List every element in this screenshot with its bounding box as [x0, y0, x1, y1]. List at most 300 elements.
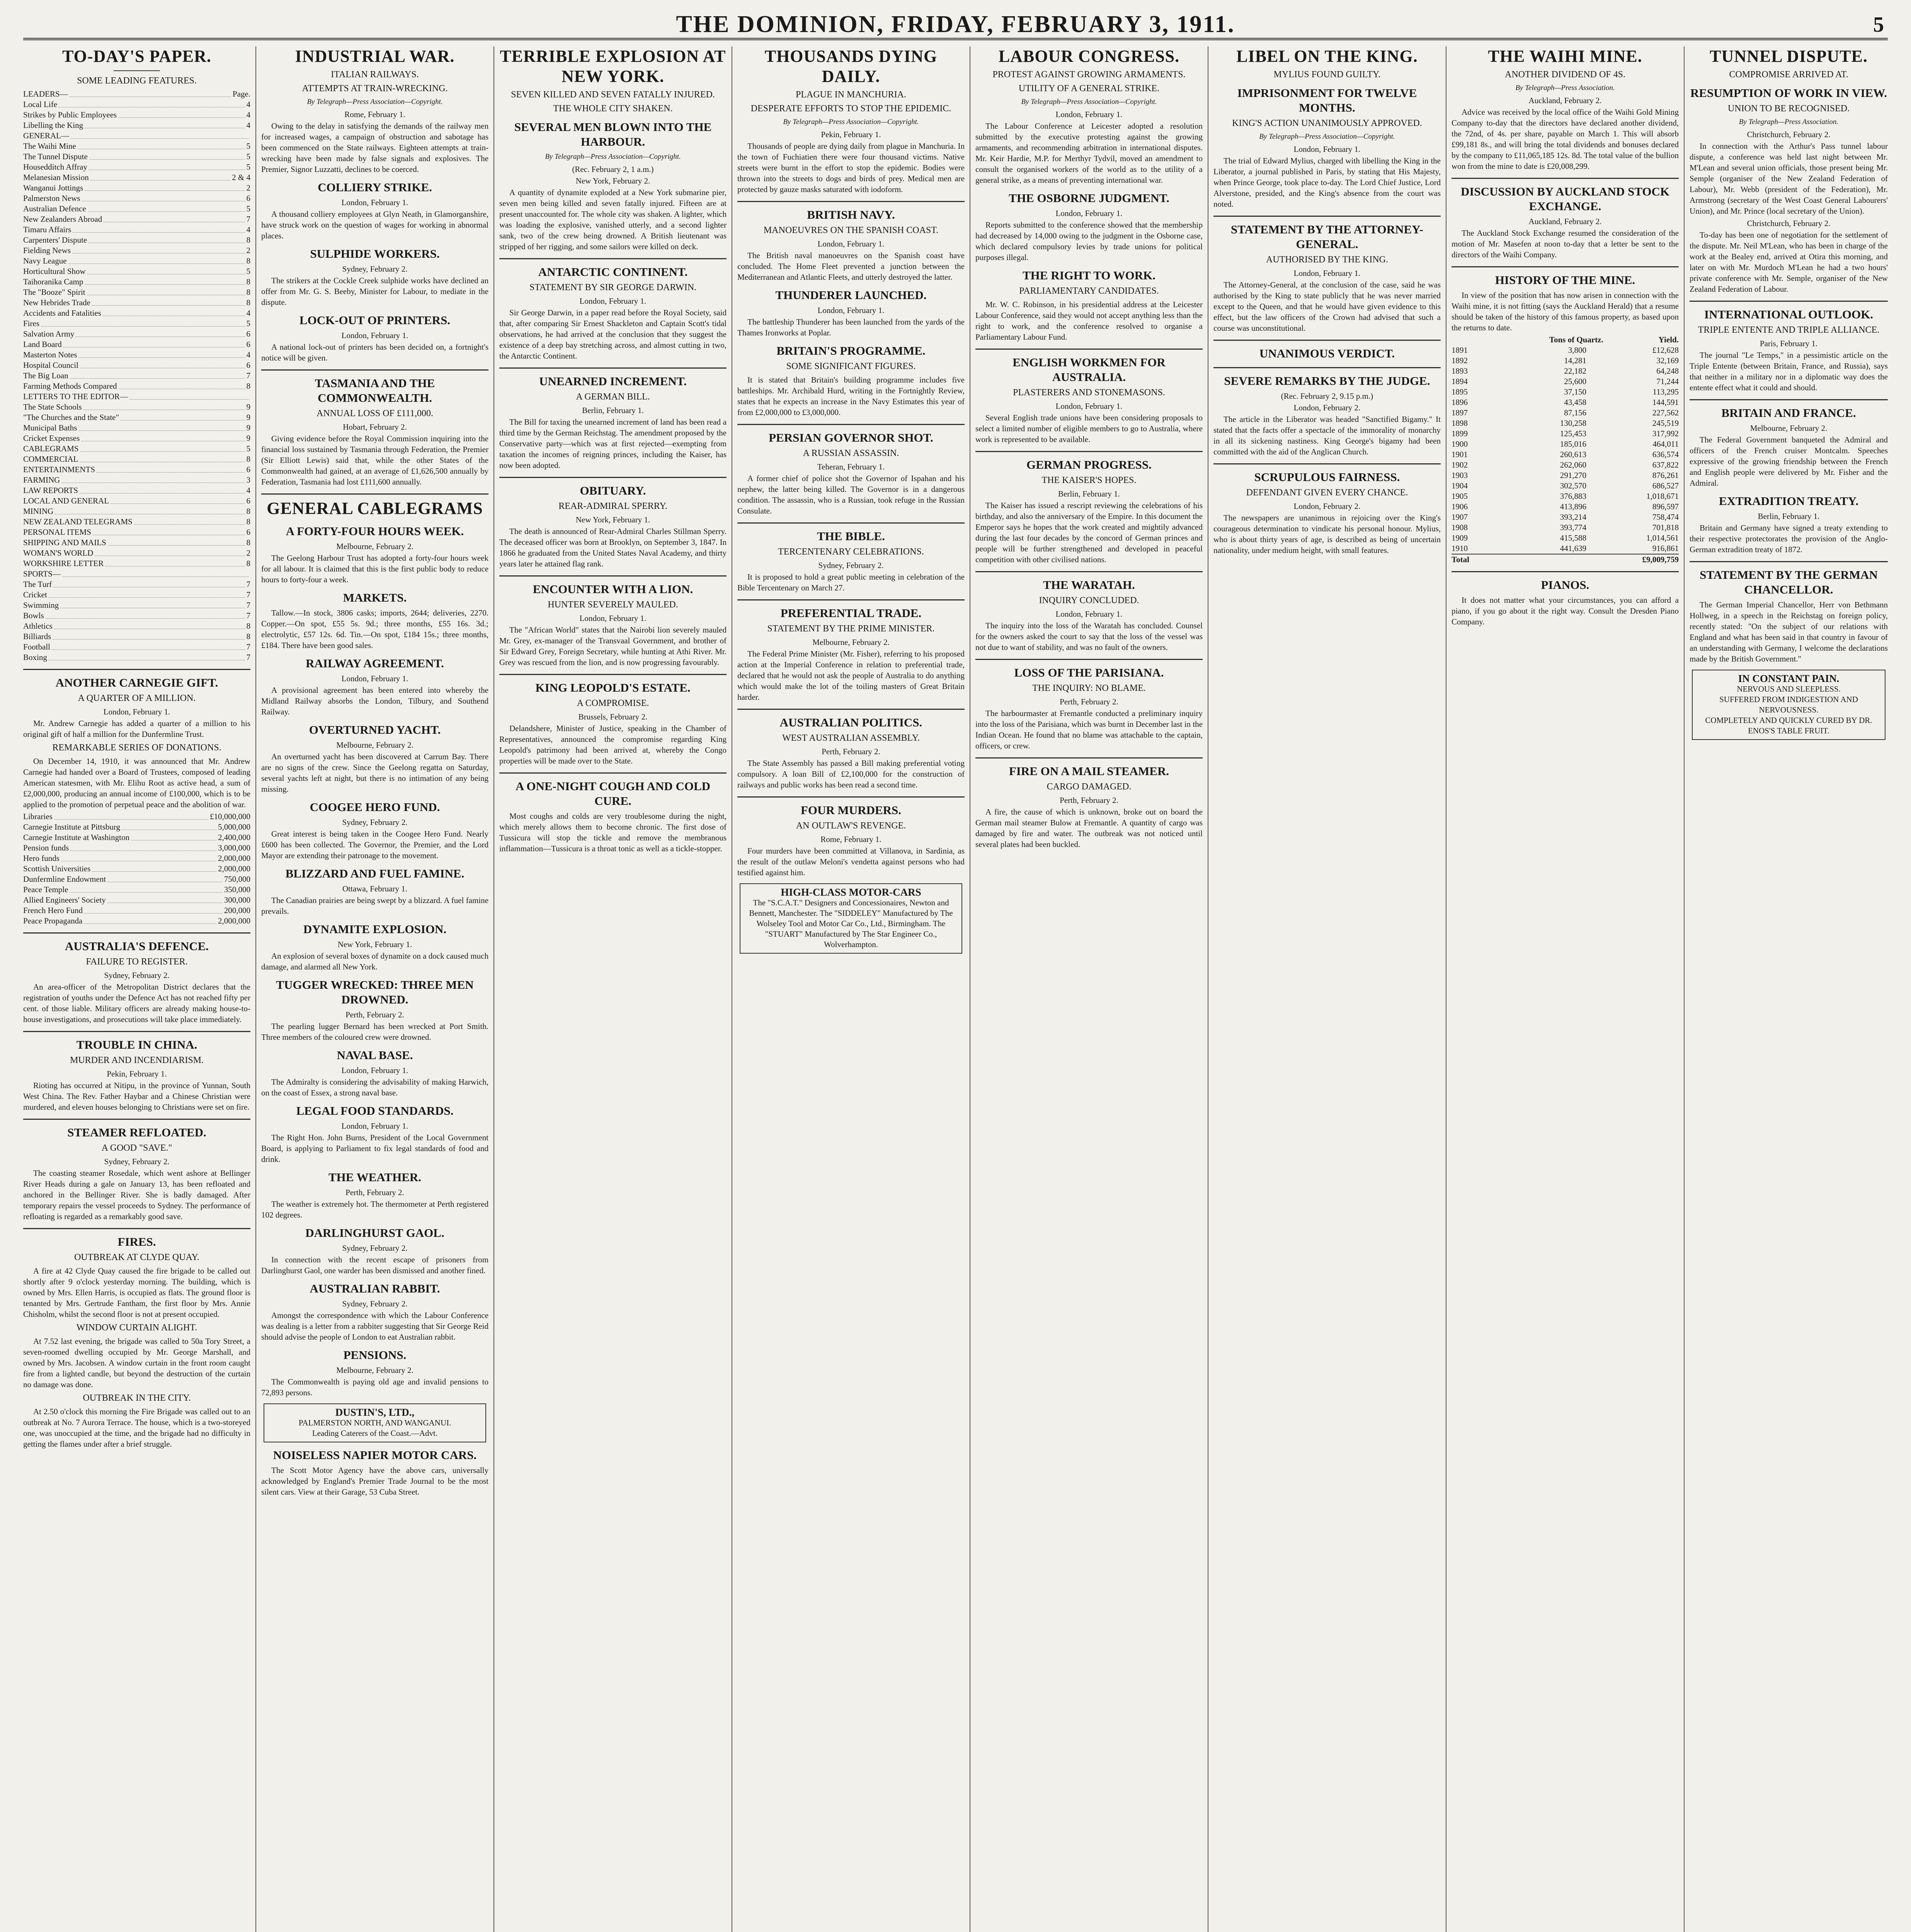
donation-row-label: Carnegie Institute at Pittsburg — [23, 822, 120, 832]
article-text: Four murders have been committed at Villanova, in Sardinia, as the result of the outlaw Meloni's vendetta against persons who had testified against him. — [737, 846, 965, 877]
article-text: In connection with the recent escape of prisoners from Darlinghurst Gaol, one warder has been dismissed and another fined. — [261, 1255, 488, 1275]
contents-row — [23, 412, 250, 423]
contents-row-label: Salvation Army — [23, 329, 75, 338]
article-heading: TUGGER WRECKED: THREE MEN DROWNED. — [276, 978, 474, 1006]
contents-row-value: 8 — [246, 381, 250, 391]
article-heading: OBITUARY. — [580, 484, 646, 497]
mine-table-total — [1452, 554, 1679, 565]
contents-row-value: 5 — [246, 444, 250, 453]
contents-row-label: LAW REPORTS — [23, 486, 78, 495]
mine-table-row — [1452, 345, 1679, 355]
mine-yield: 876,261 — [1652, 471, 1679, 480]
article-text: Delandshere, Minister of Justice, speaking in the Chamber of Representatives, announced the compromise regarding King Leopold's patrimony had been arrived at, whereby the Congo properties will be made over to the State. — [499, 724, 727, 765]
dateline: Berlin, February 1. — [1758, 512, 1820, 521]
article-heading: AUSTRALIA'S DEFENCE. — [65, 939, 209, 953]
donation-row — [23, 874, 250, 884]
mine-year: 1898 — [1452, 418, 1468, 428]
contents-row — [23, 245, 250, 256]
article-text: Owing to the delay in satisfying the demands of the railway men for increased wages, a campaign of obstruction and sabotage has been commenced on the State railways. Eighteen attempts at train-wrecking have been made by false signals and explosives. The Premier, Signor Luzzatti, declines to be coerced. — [261, 121, 488, 174]
mine-yield: 317,992 — [1652, 429, 1679, 438]
dateline: Melbourne, February 2. — [1750, 423, 1828, 433]
donation-row — [23, 864, 250, 874]
mine-year: 1901 — [1452, 450, 1468, 459]
contents-row-label: LEADERS— — [23, 89, 68, 99]
mine-tons: 130,258 — [1560, 418, 1586, 428]
contents-row-label: Fires — [23, 319, 39, 328]
contents-row-label: LETTERS TO THE EDITOR— — [23, 392, 128, 401]
contents-row-label: The Tunnel Dispute — [23, 152, 88, 161]
contents-row — [23, 183, 250, 193]
dateline: Sydney, February 2. — [342, 1299, 408, 1308]
mine-year: 1905 — [1452, 492, 1468, 501]
article-heading: AUSTRALIAN RABBIT. — [310, 1282, 440, 1295]
article-subheading: MURDER AND INCENDIARISM. — [70, 1055, 204, 1065]
mine-yield: 245,519 — [1652, 418, 1679, 428]
contents-row-value: 8 — [246, 507, 250, 516]
mine-year: 1902 — [1452, 460, 1468, 469]
ad-line: PALMERSTON NORTH, AND WANGANUI. — [298, 1418, 451, 1427]
article-heading: AUSTRALIAN POLITICS. — [779, 716, 922, 729]
total-value: £9,009,759 — [1642, 555, 1679, 564]
article-heading: LOCK-OUT OF PRINTERS. — [299, 313, 451, 327]
donation-row-value: 350,000 — [224, 885, 250, 894]
column-2 — [261, 46, 488, 1932]
contents-row-value: 6 — [246, 527, 250, 537]
donation-row-value: 5,000,000 — [218, 822, 250, 832]
section-heading: TO-DAY'S PAPER. — [62, 47, 211, 66]
article-text: Amongst the correspondence with which the Labour Conference was dealing is a letter from a rabbiter suggesting that Sir George Reid should advise the people of London to eat Australian rabbit. — [261, 1311, 488, 1342]
donation-row-value: 200,000 — [224, 906, 250, 915]
contents-row — [23, 318, 250, 329]
article-text: The Scott Motor Agency have the above cars, universally acknowledged by England's Premier Trade Journal to be the most silent cars. View at their Garage, 53 Cuba Street. — [261, 1466, 488, 1497]
article-text: It is proposed to hold a great public meeting in celebration of the Bible Tercentenary on March 27. — [737, 572, 965, 592]
contents-row-label: New Hebrides Trade — [23, 298, 90, 307]
contents-row-label: Cricket — [23, 590, 47, 599]
article-text: A fire at 42 Clyde Quay caused the fire brigade to be called out shortly after 9 o'clock yesterday morning. The building, which is owned by Mrs. Ellen Harris, is occupied as flats. The ground floor is tenanted by Mrs. Gertrude Fantham, the first floor by Mrs. Annie Chisholm, whilst the second floor is not at present occupied. — [23, 1266, 250, 1319]
byline: By Telegraph—Press Association—Copyright. — [307, 98, 443, 106]
mine-yield: 686,527 — [1652, 481, 1679, 490]
article-text: The article in the Liberator was headed "Sanctified Bigamy." It stated that the facts offer a spectacle of the immorality of monarchy in all its sickening nastiness. King George's bigamy had been committed with the aid of the Anglican Church. — [1213, 415, 1441, 456]
dateline: Melbourne, February 2. — [336, 740, 414, 750]
article-heading: TASMANIA AND THE COMMONWEALTH. — [315, 376, 435, 405]
contents-row — [23, 527, 250, 537]
contents-row — [23, 496, 250, 506]
article-subheading: A QUARTER OF A MILLION. — [78, 693, 196, 703]
ad-title: HIGH-CLASS MOTOR-CARS — [781, 886, 921, 898]
article-heading: A ONE-NIGHT COUGH AND COLD CURE. — [515, 779, 711, 808]
contents-row-value: 4 — [246, 308, 250, 318]
mine-yield: 144,591 — [1652, 398, 1679, 407]
article-text: The German Imperial Chancellor, Herr von Bethmann Hollweg, in a speech in the Reichstag on foreign policy, recently stated: "On the subject of our relations with England and what has been said in that country in favour of an understanding with Germany, I welcome the declarations made by the British Government." — [1690, 600, 1888, 663]
mine-yield: 1,014,561 — [1646, 533, 1679, 543]
contents-row-label: MINING — [23, 507, 54, 516]
mine-table-row — [1452, 481, 1679, 491]
contents-row-value: 2 — [246, 548, 250, 558]
contents-row-value: 6 — [246, 465, 250, 474]
dateline: Sydney, February 2. — [818, 561, 884, 570]
article-text: The death is announced of Rear-Admiral Charles Stillman Sperry. The deceased officer was born at Brooklyn, on September 3, 1847. In 1866 he graduated from the United States Naval Academy, and thirty years later he attained flag rank. — [499, 527, 727, 568]
contents-row-value: 5 — [246, 152, 250, 161]
column-5 — [975, 46, 1203, 1932]
contents-row-value: 4 — [246, 121, 250, 130]
contents-row-value: 7 — [246, 590, 250, 599]
byline: By Telegraph—Press Association—Copyright. — [545, 153, 681, 161]
article-text: The strikers at the Cockle Creek sulphide works have declined an offer from Mr. G. S. Beeby, Minister for Labour, to mediate in the dispute. — [261, 276, 488, 307]
article-heading: IMPRISONMENT FOR TWELVE MONTHS. — [1237, 86, 1417, 114]
contents-row-value: 2 — [246, 246, 250, 255]
contents-row-label: WOMAN'S WORLD — [23, 548, 94, 558]
article-subheading: TRIPLE ENTENTE AND TRIPLE ALLIANCE. — [1698, 325, 1880, 335]
byline: By Telegraph—Press Association—Copyright. — [1259, 133, 1395, 141]
donation-row-value: 2,000,000 — [218, 854, 250, 863]
article-subheading: REMARKABLE SERIES OF DONATIONS. — [52, 743, 221, 753]
dateline: Sydney, February 2. — [342, 264, 408, 274]
contents-row — [23, 611, 250, 621]
donation-row-label: Pension funds — [23, 843, 69, 852]
dateline: Pekin, February 1. — [107, 1069, 167, 1078]
ad-title: IN CONSTANT PAIN. — [1738, 673, 1840, 684]
contents-row-value: 9 — [246, 434, 250, 443]
mine-table-row — [1452, 376, 1679, 387]
mine-tons: 14,281 — [1564, 356, 1586, 365]
dateline: Perth, February 2. — [1060, 796, 1118, 805]
article-heading: FOUR MURDERS. — [800, 803, 902, 817]
dateline: London, February 1. — [579, 614, 647, 623]
article-subheading: A COMPROMISE. — [577, 698, 649, 708]
article-heading: COOGEE HERO FUND. — [310, 800, 440, 814]
article-text: Mr. Andrew Carnegie has added a quarter of a million to his original gift of half a million for the Dunfermline Trust. — [23, 719, 250, 739]
donations-table — [23, 811, 250, 926]
contents-row-value: 8 — [246, 256, 250, 265]
dateline: Brussels, February 2. — [578, 712, 648, 721]
contents-row-value: 6 — [246, 194, 250, 203]
article-text: The Commonwealth is paying old age and invalid pensions to 72,893 persons. — [261, 1377, 488, 1397]
article-text: A fire, the cause of which is unknown, broke out on board the German mail steamer Bulow at Fremantle. A quantity of cargo was damaged by fire and water. The outbreak was not noticed until several plates had been buckled. — [975, 807, 1203, 849]
ad-line: The "S.C.A.T." Designers and Concessionaires, Newton and Bennett, Manchester. The "SIDDELEY" Manufactured by The Wolseley Tool and Motor Car Co., Ltd., Birmingham. The "STUART" Manufactured by The Star Engineer Co., Wolverhampton. — [749, 898, 953, 949]
article-subheading: REAR-ADMIRAL SPERRY. — [558, 501, 667, 511]
article-text: Rioting has occurred at Nitipu, in the province of Yunnan, South West China. The Rev. Father Haybar and a Chinese Christian were murdered, and eleven houses belonging to Christians were set on fire. — [23, 1081, 250, 1112]
contents-row-value: 4 — [246, 486, 250, 495]
article-text: The battleship Thunderer has been launched from the yards of the Thames Ironworks at Poplar. — [737, 317, 965, 337]
article-text: The British naval manoeuvres on the Spanish coast have concluded. The Home Fleet prevented a junction between the Mediterranean and Atlantic Fleets, and utterly destroyed the latter. — [737, 251, 965, 282]
mine-tons: 376,883 — [1560, 492, 1586, 501]
mine-tons: 441,639 — [1560, 544, 1586, 553]
contents-row-value: 8 — [246, 287, 250, 297]
donation-row — [23, 832, 250, 843]
contents-row-label: Swimming — [23, 600, 59, 610]
byline: By Telegraph—Press Association. — [1739, 118, 1839, 126]
contents-row-label: Football — [23, 642, 51, 651]
dateline: London, February 2. — [1293, 502, 1361, 511]
dateline: Rome, February 1. — [820, 835, 881, 844]
dateline: Teheran, February 1. — [817, 462, 885, 471]
article-text: The coasting steamer Rosedale, which went ashore at Bellinger River Heads during a gale on January 13, has been refloated and anchored in the Bellinger River. She is badly damaged. After temporary repairs the vessel proceeds to Sydney. The performance of refloating is regarded as a remarkably good save. — [23, 1168, 250, 1221]
mine-tons: 413,896 — [1560, 502, 1586, 511]
mine-table-row — [1452, 543, 1679, 554]
article-subheading: THE WHOLE CITY SHAKEN. — [553, 104, 673, 114]
donation-row-label: Allied Engineers' Society — [23, 895, 106, 905]
mine-tons: 37,150 — [1564, 387, 1586, 396]
section-heading: TUNNEL DISPUTE. — [1710, 47, 1868, 66]
article-text: The Canadian prairies are being swept by a blizzard. A fuel famine prevails. — [261, 896, 488, 916]
contents-row-value: 6 — [246, 329, 250, 338]
article-text: A former chief of police shot the Governor of Ispahan and his nephew, the latter being killed. The Governor is in a dangerous condition. The assassin, who is a Russian, took refuge in the Russian Consulate. — [737, 474, 965, 515]
mine-yield: 1,018,671 — [1646, 492, 1679, 501]
article-text: The Geelong Harbour Trust has adopted a forty-four hours week for all labour. It is claimed that this is the first public body to reduce hours to forty-four a week. — [261, 553, 488, 584]
article-subheading: SOME SIGNIFICANT FIGURES. — [786, 361, 916, 371]
dateline: London, February 1. — [579, 296, 647, 306]
article-text: The Admiralty is considering the advisability of making Harwich, on the coast of Essex, a strong naval base. — [261, 1077, 488, 1097]
contents-row-label: "The Churches and the State" — [23, 413, 119, 422]
donation-row — [23, 884, 250, 895]
contents-row — [23, 381, 250, 391]
contents-row — [23, 162, 250, 172]
donation-row-value: 2,000,000 — [218, 916, 250, 925]
article-subheading: PLASTERERS AND STONEMASONS. — [1013, 388, 1165, 398]
dateline: Melbourne, February 2. — [336, 542, 414, 551]
contents-row-value: 5 — [246, 204, 250, 213]
article-heading: A FORTY-FOUR HOURS WEEK. — [286, 524, 464, 538]
article-heading: PENSIONS. — [343, 1348, 407, 1362]
column-6 — [1213, 46, 1441, 1932]
article-text: On December 14, 1910, it was announced that Mr. Andrew Carnegie had handed over a Board of Trustees, composed of leading American statesmen, with Mr. Elihu Root as active head, a sum of £2,000,000, producing an annual income of £100,000, which is to be applied to the promotion of perpetual peace and the abolition of war. — [23, 757, 250, 809]
mine-tons: 25,600 — [1564, 377, 1586, 386]
contents-row — [23, 350, 250, 360]
article-heading: DARLINGHURST GAOL. — [305, 1226, 444, 1240]
contents-row-value: 6 — [246, 340, 250, 349]
article-heading: NAVAL BASE. — [337, 1048, 413, 1062]
article-subheading: ATTEMPTS AT TRAIN-WRECKING. — [302, 83, 448, 94]
contents-row-label: Athletics — [23, 621, 53, 631]
mine-year: 1904 — [1452, 481, 1468, 490]
contents-row — [23, 298, 250, 308]
donation-row-label: Scottish Universities — [23, 864, 91, 873]
article-text: The Auckland Stock Exchange resumed the consideration of the motion of Mr. Masefen at noon to-day that a letter be sent to the directors of the Waihi Company. — [1452, 228, 1679, 259]
dateline: Melbourne, February 2. — [812, 638, 890, 647]
article-text: Several English trade unions have been considering proposals to select a limited number of eligible members to go to Australia, where work is represented to be available. — [975, 413, 1203, 444]
contents-row-label: Melanesian Mission — [23, 173, 89, 182]
article-heading: THE OSBORNE JUDGMENT. — [1009, 191, 1169, 205]
contents-row — [23, 110, 250, 120]
contents-row — [23, 590, 250, 600]
contents-row-label: Masterton Notes — [23, 350, 77, 359]
mine-table-row — [1452, 491, 1679, 502]
article-heading: STATEMENT BY THE GERMAN CHANCELLOR. — [1700, 568, 1878, 596]
mine-table-row — [1452, 429, 1679, 439]
article-text: To-day has been one of negotiation for the settlement of the dispute. Mr. Neil M'Lean, who has been in charge of the work at the Bealey end, arrived at Otira this morning, and later on with Mr. Murdoch M'Lean he had a two hours' private conference with Mr. Semple, organiser of the New Zealand Federation of Labour. — [1690, 230, 1888, 294]
article-text: The Federal Government banqueted the Admiral and officers of the French cruiser Montcalm. Speeches expressive of the growing friendship between the French and English people were delivered by Mr. Fisher and the Admiral. — [1690, 435, 1888, 488]
contents-row-label: Accidents and Fatalities — [23, 308, 101, 318]
contents-row-label: CABLEGRAMS — [23, 444, 79, 453]
contents-row-value: 7 — [246, 600, 250, 610]
contents-row — [23, 600, 250, 611]
mine-yield: 71,244 — [1656, 377, 1679, 386]
contents-row-label: Palmerston News — [23, 194, 80, 203]
section-heading: GENERAL CABLEGRAMS — [267, 499, 483, 518]
contents-row — [23, 151, 250, 162]
contents-row — [23, 423, 250, 433]
contents-row-value: 8 — [246, 632, 250, 641]
dateline: London, February 2. — [1293, 403, 1361, 412]
contents-row — [23, 256, 250, 266]
donation-row-label: Peace Propaganda — [23, 916, 83, 925]
article-heading: MARKETS. — [343, 591, 407, 604]
contents-row-value: 8 — [246, 235, 250, 245]
contents-row-label: LOCAL AND GENERAL — [23, 496, 109, 505]
dateline: London, February 1. — [817, 239, 885, 248]
dateline: Rome, February 1. — [344, 110, 405, 119]
contents-row-label: Taihoranika Camp — [23, 277, 83, 286]
article-heading: RESUMPTION OF WORK IN VIEW. — [1690, 86, 1887, 100]
article-heading: PERSIAN GOVERNOR SHOT. — [769, 431, 933, 444]
dateline: London, February 1. — [1055, 209, 1123, 218]
mine-yield: 916,861 — [1652, 544, 1679, 553]
donation-row-value: £10,000,000 — [210, 812, 250, 821]
article-heading: SULPHIDE WORKERS. — [310, 247, 440, 260]
article-text: The State Assembly has passed a Bill making preferential voting compulsory. A loan Bill of £2,100,000 for the construction of railways and public works has been read a second time. — [737, 759, 965, 789]
article-heading: DISCUSSION BY AUCKLAND STOCK EXCHANGE. — [1460, 185, 1670, 213]
contents-row-label: Land Board — [23, 340, 62, 349]
article-heading: EXTRADITION TREATY. — [1719, 494, 1859, 508]
contents-row-label: FARMING — [23, 475, 60, 485]
contents-row-value: 4 — [246, 350, 250, 359]
donation-row — [23, 843, 250, 853]
article-heading: UNEARNED INCREMENT. — [539, 374, 687, 388]
donation-row — [23, 822, 250, 832]
article-text: Tallow.—In stock, 3806 casks; imports, 2644; deliveries, 2270. Copper.—On spot, £55 5s. 9d.; three months, £55 16s. 3d.; electrolytic, £57 12s. 6d. Tin.—On spot, £184 15s.; three months, £184. There have been good sales. — [261, 608, 488, 650]
mine-yield: 758,474 — [1652, 512, 1679, 522]
article-subheading: ANNUAL LOSS OF £111,000. — [316, 408, 433, 418]
contents-row-value: 5 — [246, 319, 250, 328]
contents-row-label: GENERAL— — [23, 131, 69, 140]
contents-row-value: 8 — [246, 538, 250, 547]
article-text: The "African World" states that the Nairobi lion severely mauled Mr. Grey, ex-manager of the Transvaal Government, and brother of Sir Edward Grey, Foreign Secretary, while hunting at Athi River. Mr. Grey was rescued from the lion, and is now progressing favourably. — [499, 625, 727, 667]
dateline: Sydney, February 2. — [104, 971, 170, 980]
mine-year: 1891 — [1452, 345, 1468, 355]
contents-row — [23, 464, 250, 475]
received-line: (Rec. February 2, 1 a.m.) — [572, 165, 654, 174]
article-text: The pearling lugger Bernard has been wrecked at Port Smith. Three members of the coloured crew were drowned. — [261, 1022, 488, 1042]
section-heading: THE WAIHI MINE. — [1488, 47, 1642, 66]
mine-table-row — [1452, 533, 1679, 543]
contents-row-label: The State Schools — [23, 402, 82, 412]
contents-row — [23, 621, 250, 631]
dateline: Paris, February 1. — [1760, 339, 1818, 348]
contents-row-label: The Big Loan — [23, 371, 68, 380]
dateline: London, February 1. — [1293, 269, 1361, 278]
article-text: The harbourmaster at Fremantle conducted a preliminary inquiry into the loss of the Parisiana, which was burnt in December last in the Indian Ocean. He found that no blame was attachable to the captain, officers, or crew. — [975, 709, 1203, 750]
contents-row-value: 9 — [246, 402, 250, 412]
contents-row-label: Cricket Expenses — [23, 434, 80, 443]
contents-row-value: 7 — [246, 642, 250, 651]
donation-row — [23, 811, 250, 822]
contents-row-label: The Turf — [23, 580, 52, 589]
contents-row — [23, 214, 250, 224]
article-subheading: MYLIUS FOUND GUILTY. — [1273, 70, 1381, 80]
donation-row-label: Carnegie Institute at Washington — [23, 833, 129, 842]
contents-row — [23, 329, 250, 339]
article-heading: GERMAN PROGRESS. — [1026, 458, 1152, 471]
article-subheading: ITALIAN RAILWAYS. — [331, 70, 419, 80]
contents-row-label: Fielding News — [23, 246, 71, 255]
contents-row — [23, 569, 250, 579]
article-text: Reports submitted to the conference showed that the membership had decreased by 14,000 owing to the judgment in the Osborne case, which declared compulsory levies by trade unions for political purposes illegal. — [975, 220, 1203, 262]
article-heading: PREFERENTIAL TRADE. — [780, 606, 922, 620]
contents-row — [23, 89, 250, 99]
article-heading: FIRES. — [117, 1235, 156, 1248]
contents-row-value: 8 — [246, 298, 250, 307]
mine-year: 1908 — [1452, 523, 1468, 532]
byline: By Telegraph—Press Association. — [1515, 84, 1615, 92]
article-heading: KING LEOPOLD'S ESTATE. — [535, 681, 691, 694]
column-3 — [499, 46, 727, 1932]
article-heading: SCRUPULOUS FAIRNESS. — [1254, 470, 1400, 484]
contents-row-label: New Zealanders Abroad — [23, 214, 102, 224]
dateline: London, February 1. — [341, 198, 408, 207]
article-text: At 7.52 last evening, the brigade was called to 50a Tory Street, a seven-roomed dwelling occupied by Mr. George Marshall, and owned by Mrs. Jacobsen. A window curtain in the front room caught fire from a lighted candle, but beyond the destruction of the curtain no damage was done. — [23, 1337, 250, 1389]
article-heading: HISTORY OF THE MINE. — [1495, 273, 1635, 287]
article-text: A thousand colliery employees at Glyn Neath, in Glamorganshire, have struck work on the question of wages for working in abnormal places. — [261, 209, 488, 240]
donation-row-label: French Hero Fund — [23, 906, 83, 915]
mine-table-header — [1452, 335, 1679, 345]
article-heading: ENCOUNTER WITH A LION. — [533, 582, 693, 596]
mine-year: 1894 — [1452, 377, 1468, 386]
section-heading: INDUSTRIAL WAR. — [295, 47, 455, 66]
dateline: Perth, February 2. — [345, 1188, 404, 1197]
article-heading: BRITAIN AND FRANCE. — [1721, 406, 1856, 420]
ad-line: COMPLETELY AND QUICKLY CURED BY DR. ENOS'S TABLE FRUIT. — [1705, 716, 1872, 735]
article-heading: COLLIERY STRIKE. — [318, 180, 432, 194]
dateline: Perth, February 2. — [822, 747, 880, 756]
byline: By Telegraph—Press Association—Copyright. — [1021, 98, 1157, 106]
masthead — [23, 11, 1888, 40]
article-text: The journal "Le Temps," in a pessimistic article on the Triple Entente (between Britain, France, and Russia), says that neither in a military nor in a diplomatic way does the entente effect what it could and should. — [1690, 350, 1888, 392]
column-8 — [1690, 46, 1888, 1932]
mine-table-row — [1452, 470, 1679, 481]
article-subheading: AUTHORISED BY THE KING. — [1266, 255, 1388, 265]
mine-table-row — [1452, 502, 1679, 512]
contents-row-value: Page. — [232, 89, 250, 99]
dateline: New York, February 2. — [575, 176, 650, 185]
contents-row-label: WORKSHIRE LETTER — [23, 559, 104, 568]
contents-row — [23, 537, 250, 548]
contents-row — [23, 444, 250, 454]
dateline: Perth, February 2. — [345, 1010, 404, 1019]
contents-row — [23, 506, 250, 517]
contents-row-label: The Waihi Mine — [23, 141, 76, 151]
table-col-yield: Yield. — [1658, 335, 1679, 344]
mine-yield: £12,628 — [1652, 345, 1679, 355]
contents-row-value: 8 — [246, 517, 250, 526]
article-text: Giving evidence before the Royal Commission inquiring into the financial loss sustained by Tasmania through Federation, the Premier (Sir Elliott Lewis) said that, while the other States of the Commonwealth had gained, at an average of £1,626,500 annually by Federation, Tasmania had lost £111,600 annually. — [261, 434, 488, 486]
contents-row — [23, 141, 250, 151]
dateline: Pekin, February 1. — [821, 130, 881, 139]
contents-row — [23, 454, 250, 464]
mine-year: 1907 — [1452, 512, 1468, 522]
donation-row-label: Peace Temple — [23, 885, 68, 894]
article-text: The inquiry into the loss of the Waratah has concluded. Counsel for the owners asked the court to say that the loss of the vessel was not due to want of stability, and was no fault of the owners. — [975, 621, 1203, 652]
contents-list — [23, 89, 250, 663]
article-heading: STATEMENT BY THE ATTORNEY-GENERAL. — [1230, 223, 1424, 251]
mine-year: 1903 — [1452, 471, 1468, 480]
contents-row — [23, 172, 250, 183]
dateline: Sydney, February 2. — [104, 1157, 170, 1166]
article-subheading: HUNTER SEVERELY MAULED. — [548, 600, 678, 610]
article-heading: SEVERE REMARKS BY THE JUDGE. — [1224, 374, 1430, 388]
contents-row-label: Municipal Baths — [23, 423, 77, 432]
contents-row-label: Boxing — [23, 653, 47, 662]
contents-row-label: SPORTS— — [23, 569, 61, 578]
